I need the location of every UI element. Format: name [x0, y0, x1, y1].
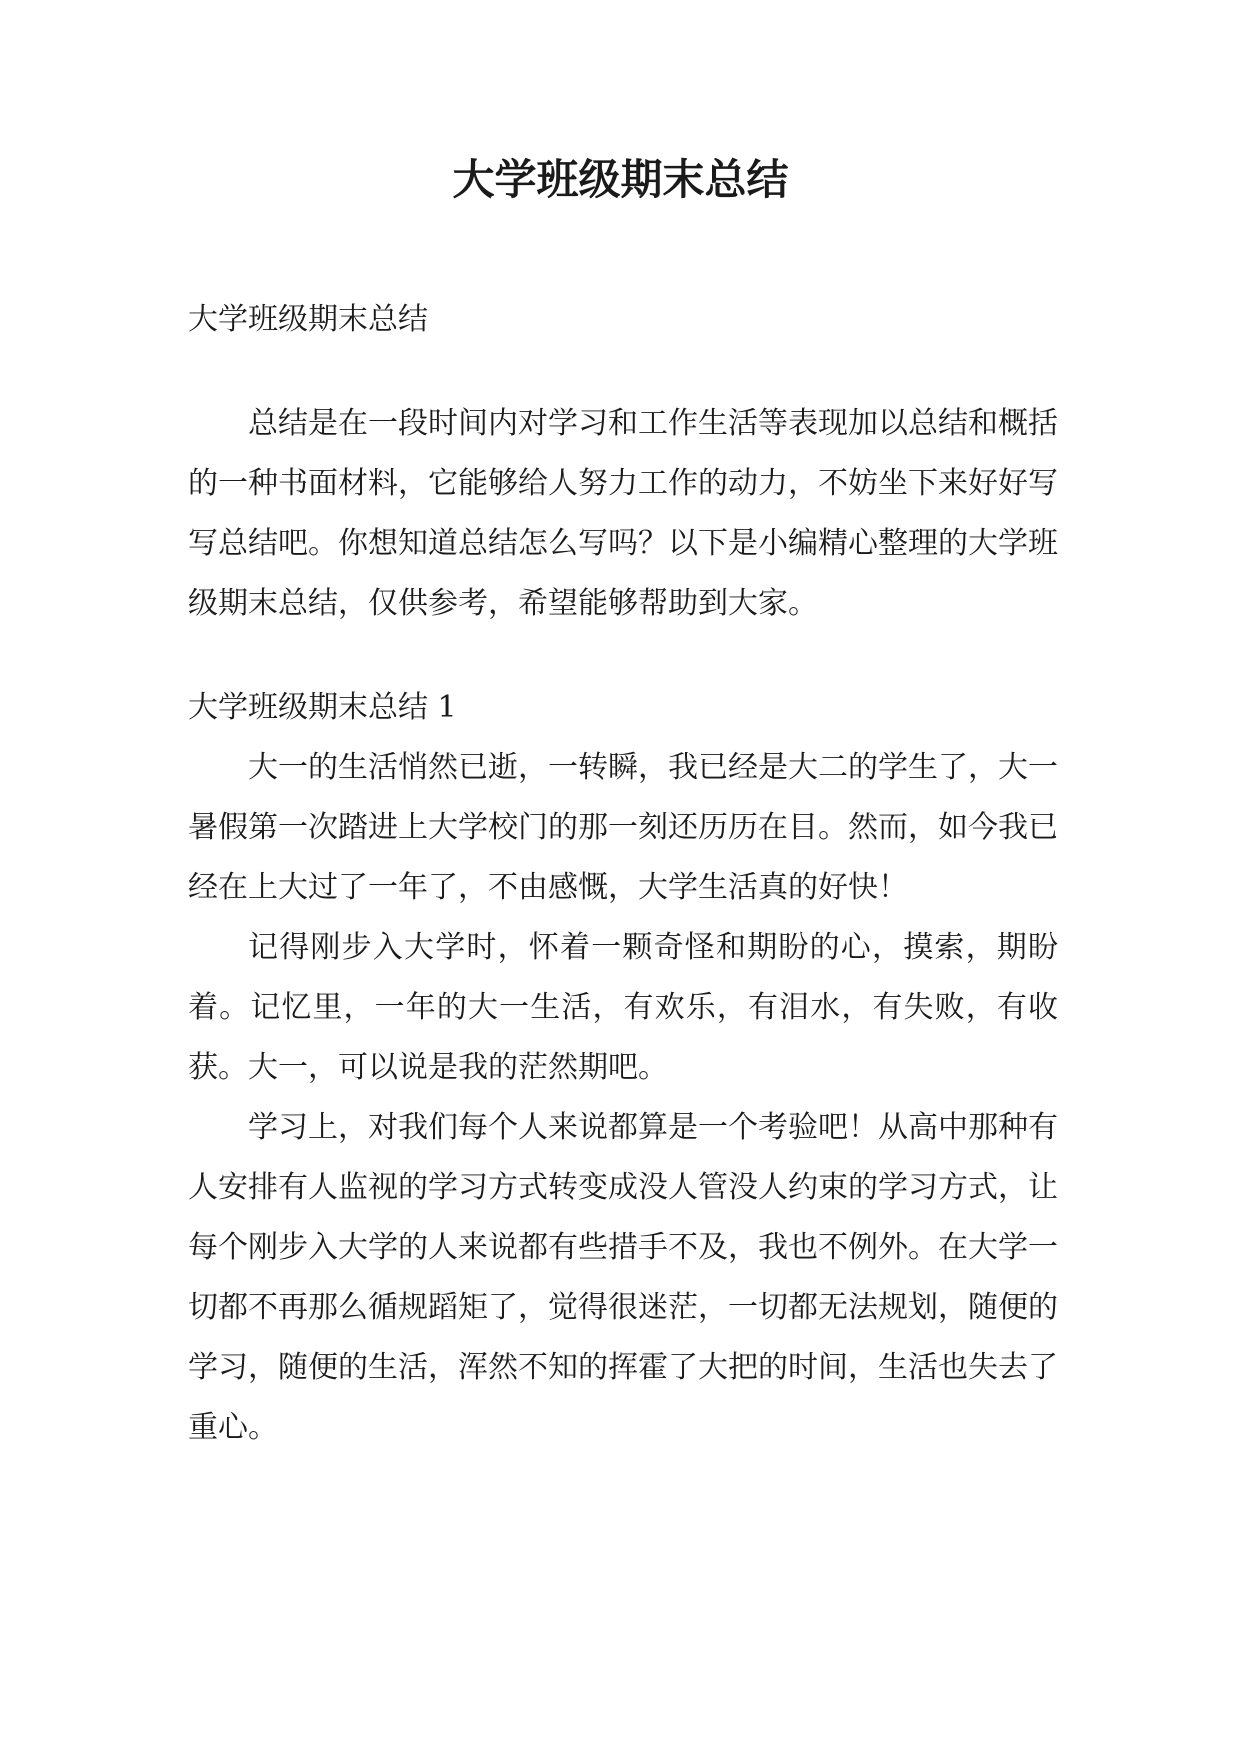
document-subtitle: 大学班级期末总结 [188, 302, 428, 337]
body-paragraph-2: 记得刚步入大学时，怀着一颗奇怪和期盼的心，摸索，期盼着。记忆里，一年的大一生活，有欢乐，有泪水，有失败，有收获。大一，可以说是我的茫然期吧。 [188, 930, 1058, 1085]
body-paragraph-1: 大一的生活悄然已逝，一转瞬，我已经是大二的学生了，大一暑假第一次踏进上大学校门的那一刻还历历在目。然而，如今我已经在上大过了一年了，不由感慨，大学生活真的好快！ [188, 750, 1058, 905]
section-heading: 大学班级期末总结 1 [188, 690, 457, 725]
document-body [188, 290, 1058, 1458]
body-paragraph-3: 学习上，对我们每个人来说都算是一个考验吧！从高中那种有人安排有人监视的学习方式转变成没人管没人约束的学习方式，让每个刚步入大学的人来说都有些措手不及，我也不例外。在大学一切都不再那么循规蹈矩了，觉得很迷茫，一切都无法规划，随便的学习，随便的生活，浑然不知的挥霍了大把的时间，生活也失去了重心。 [188, 1110, 1058, 1445]
document-title: 大学班级期末总结 [452, 155, 789, 204]
intro-paragraph: 总结是在一段时间内对学习和工作生活等表现加以总结和概括的一种书面材料，它能够给人努力工作的动力，不妨坐下来好好写写总结吧。你想知道总结怎么写吗？以下是小编精心整理的大学班级期末总结，仅供参考，希望能够帮助到大家。 [188, 406, 1058, 621]
spacer [188, 350, 1058, 394]
spacer [188, 634, 1058, 678]
